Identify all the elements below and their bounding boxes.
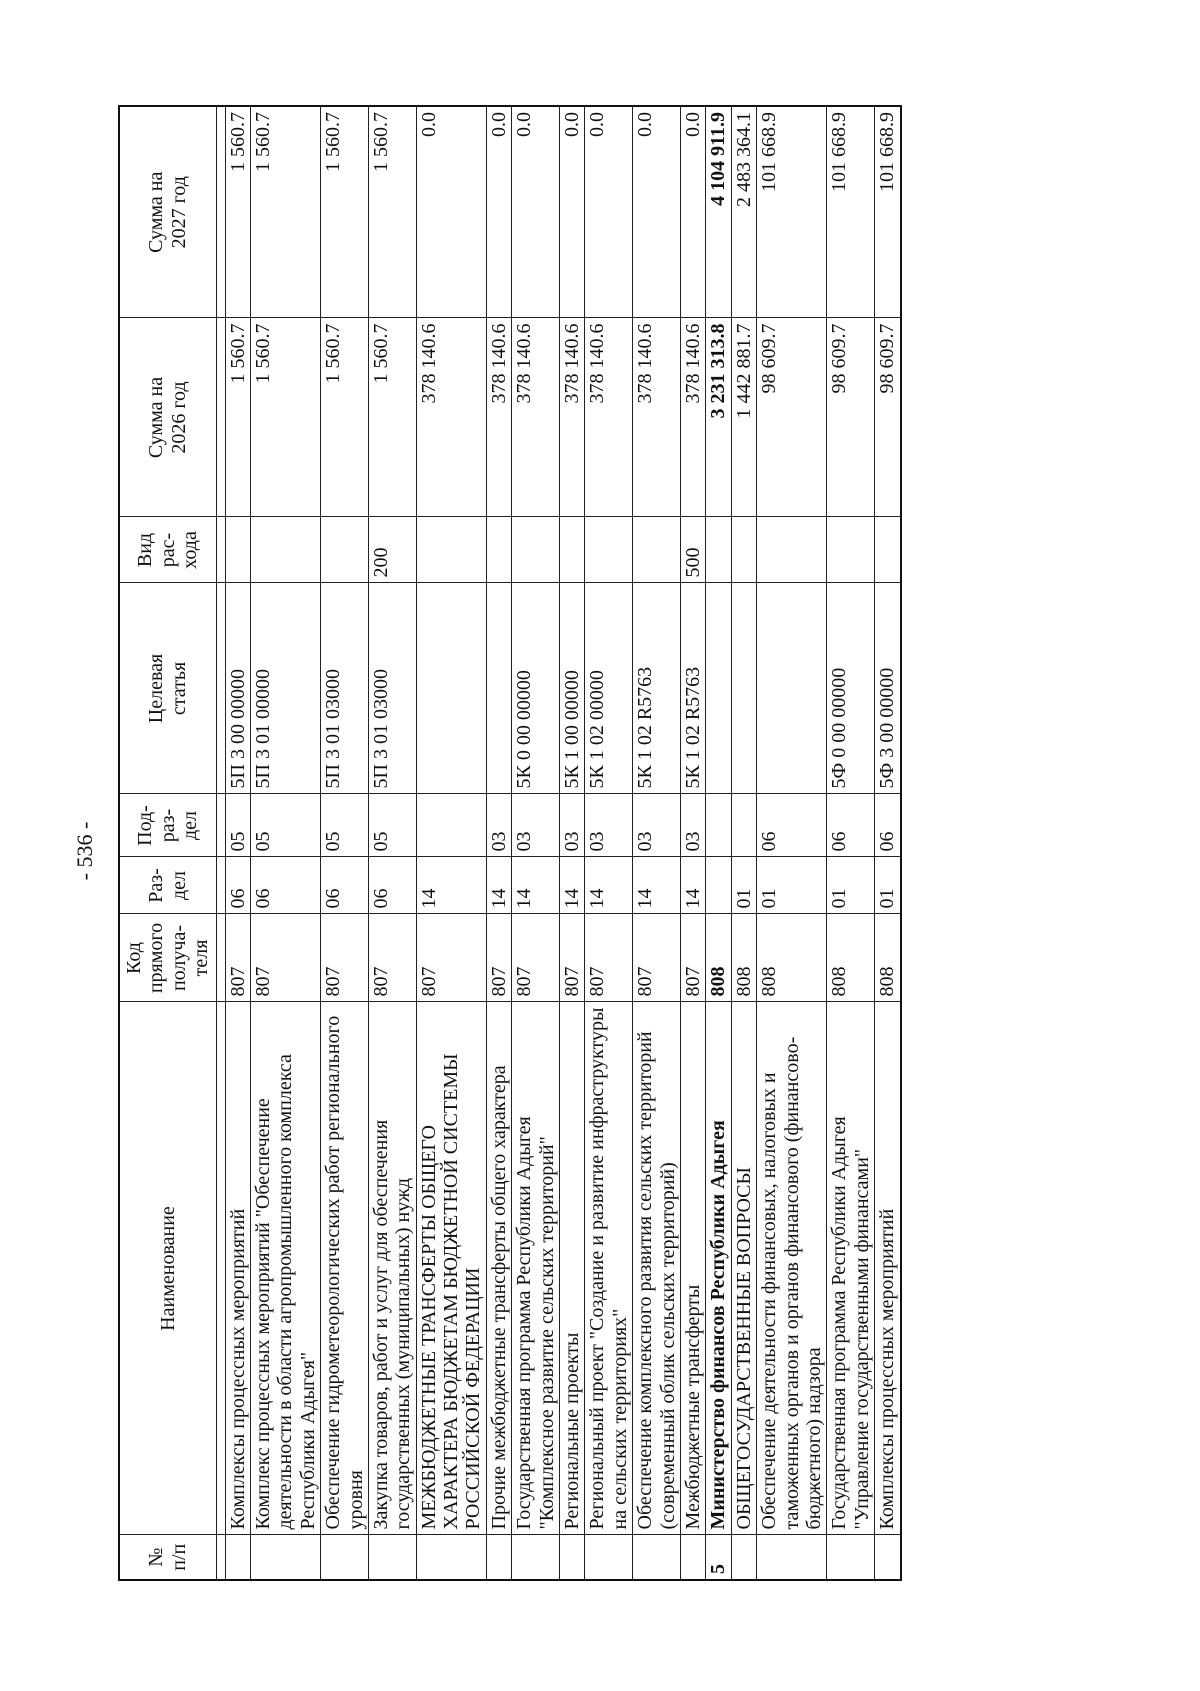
cell-section: 14 <box>486 857 511 914</box>
table-row <box>416 106 486 1580</box>
table-row <box>321 106 369 1580</box>
cell-recipient-code: 807 <box>321 914 369 1002</box>
cell-sum-2027: 1 560.7 <box>225 106 250 318</box>
cell-expense-type <box>706 517 731 583</box>
spacer-cell <box>216 914 225 1002</box>
spacer-cell <box>216 794 225 857</box>
cell-subsection <box>416 794 486 857</box>
cell-sum-2027: 0.0 <box>560 106 585 318</box>
cell-target-article: 5П 3 01 00000 <box>250 583 320 794</box>
spacer-cell <box>216 318 225 517</box>
table-row <box>680 106 705 1580</box>
cell-sum-2027: 0.0 <box>416 106 486 318</box>
cell-number <box>512 1535 560 1580</box>
cell-sum-2027: 101 668.9 <box>757 106 827 318</box>
cell-name: Министерство финансов Республики Адыгея <box>706 1002 731 1535</box>
header-recipient-label: Код прямого получа- теля <box>123 922 213 994</box>
table-header <box>119 106 216 1580</box>
cell-expense-type <box>633 517 681 583</box>
cell-name: Закупка товаров, работ и услуг для обеспечения государственных (муниципальных) нужд <box>368 1002 416 1535</box>
cell-name: Государственная программа Республики Адыгея "Комплексное развитие сельских территорий" <box>512 1002 560 1535</box>
cell-sum-2026: 1 560.7 <box>321 318 369 517</box>
cell-number <box>731 1535 756 1580</box>
cell-expense-type <box>585 517 633 583</box>
cell-recipient-code: 807 <box>633 914 681 1002</box>
cell-name: Обеспечение комплексного развития сельских территорий (современный облик сельских территорий) <box>633 1002 681 1535</box>
table-row <box>731 106 756 1580</box>
cell-subsection: 03 <box>633 794 681 857</box>
cell-sum-2026: 378 140.6 <box>585 318 633 517</box>
cell-sum-2027: 1 560.7 <box>321 106 369 318</box>
header-sum2027 <box>119 106 216 318</box>
cell-subsection: 03 <box>585 794 633 857</box>
cell-subsection: 06 <box>875 794 901 857</box>
cell-section: 14 <box>416 857 486 914</box>
cell-number <box>368 1535 416 1580</box>
cell-sum-2026: 378 140.6 <box>560 318 585 517</box>
cell-name: Прочие межбюджетные трансферты общего характера <box>486 1002 511 1535</box>
cell-subsection: 05 <box>225 794 250 857</box>
cell-recipient-code: 807 <box>486 914 511 1002</box>
cell-subsection: 03 <box>512 794 560 857</box>
cell-sum-2026: 3 231 313.8 <box>706 318 731 517</box>
table-row <box>757 106 827 1580</box>
header-recipient <box>119 914 216 1002</box>
cell-expense-type <box>731 517 756 583</box>
spacer-cell <box>216 1002 225 1535</box>
cell-number <box>416 1535 486 1580</box>
cell-expense-type <box>827 517 875 583</box>
cell-number <box>486 1535 511 1580</box>
cell-sum-2027: 2 483 364.1 <box>731 106 756 318</box>
header-name <box>119 1002 216 1535</box>
header-subsection <box>119 794 216 857</box>
cell-number <box>585 1535 633 1580</box>
cell-section: 06 <box>250 857 320 914</box>
cell-name: Обеспечение гидрометеорологических работ регионального уровня <box>321 1002 369 1535</box>
cell-target-article: 5К 0 00 00000 <box>512 583 560 794</box>
cell-section: 01 <box>827 857 875 914</box>
table-body <box>216 106 900 1580</box>
spacer-cell <box>216 106 225 318</box>
cell-section: 01 <box>757 857 827 914</box>
table-row <box>875 106 901 1580</box>
cell-name: Межбюджетные трансферты <box>680 1002 705 1535</box>
header-sum2027-label: Сумма на 2027 год <box>145 171 190 253</box>
cell-sum-2027: 101 668.9 <box>827 106 875 318</box>
cell-name: Государственная программа Республики Адыгея "Управление государственными финансами" <box>827 1002 875 1535</box>
table-row <box>512 106 560 1580</box>
cell-number <box>250 1535 320 1580</box>
header-name-label: Наименование <box>156 1206 179 1331</box>
cell-target-article <box>486 583 511 794</box>
cell-sum-2027: 4 104 911.9 <box>706 106 731 318</box>
cell-number <box>757 1535 827 1580</box>
header-expense-label: Вид рас- хода <box>134 531 201 569</box>
cell-recipient-code: 808 <box>827 914 875 1002</box>
cell-recipient-code: 807 <box>250 914 320 1002</box>
cell-sum-2026: 378 140.6 <box>486 318 511 517</box>
cell-target-article <box>731 583 756 794</box>
cell-recipient-code: 807 <box>680 914 705 1002</box>
table-row <box>706 106 731 1580</box>
cell-sum-2026: 378 140.6 <box>416 318 486 517</box>
cell-target-article: 5К 1 02 R5763 <box>633 583 681 794</box>
cell-subsection <box>706 794 731 857</box>
cell-name: Региональные проекты <box>560 1002 585 1535</box>
header-sum2026 <box>119 318 216 517</box>
cell-subsection: 05 <box>250 794 320 857</box>
cell-sum-2026: 98 609.7 <box>757 318 827 517</box>
cell-subsection: 06 <box>757 794 827 857</box>
cell-sum-2026: 1 560.7 <box>225 318 250 517</box>
cell-recipient-code: 807 <box>585 914 633 1002</box>
table-row <box>633 106 681 1580</box>
cell-number <box>225 1535 250 1580</box>
cell-target-article: 5П 3 00 00000 <box>225 583 250 794</box>
cell-name: Комплексы процессных мероприятий <box>875 1002 901 1535</box>
cell-sum-2027: 1 560.7 <box>250 106 320 318</box>
cell-section: 06 <box>225 857 250 914</box>
cell-expense-type <box>250 517 320 583</box>
header-section-label: Раз- дел <box>145 868 190 903</box>
cell-subsection: 05 <box>321 794 369 857</box>
table-row <box>827 106 875 1580</box>
cell-expense-type: 500 <box>680 517 705 583</box>
cell-target-article: 5К 1 02 R5763 <box>680 583 705 794</box>
table-row <box>585 106 633 1580</box>
cell-recipient-code: 808 <box>731 914 756 1002</box>
cell-sum-2027: 0.0 <box>585 106 633 318</box>
cell-sum-2026: 98 609.7 <box>875 318 901 517</box>
cell-recipient-code: 807 <box>225 914 250 1002</box>
cell-subsection: 05 <box>368 794 416 857</box>
cell-expense-type <box>225 517 250 583</box>
cell-expense-type <box>486 517 511 583</box>
cell-target-article: 5К 1 02 00000 <box>585 583 633 794</box>
cell-sum-2026: 378 140.6 <box>680 318 705 517</box>
header-section <box>119 857 216 914</box>
cell-number: 5 <box>706 1535 731 1580</box>
cell-target-article <box>757 583 827 794</box>
cell-target-article <box>706 583 731 794</box>
cell-subsection: 03 <box>560 794 585 857</box>
cell-name: МЕЖБЮДЖЕТНЫЕ ТРАНСФЕРТЫ ОБЩЕГО ХАРАКТЕРА БЮДЖЕТАМ БЮДЖЕТНОЙ СИСТЕМЫ РОССИЙСКОЙ ФЕДЕРАЦИИ <box>416 1002 486 1535</box>
cell-name: Комплекс процессных мероприятий "Обеспечение деятельности в области агропромышленного комплекса Республики Адыгея" <box>250 1002 320 1535</box>
cell-section: 14 <box>512 857 560 914</box>
spacer-cell <box>216 583 225 794</box>
cell-sum-2026: 378 140.6 <box>512 318 560 517</box>
cell-expense-type <box>512 517 560 583</box>
cell-name: Региональный проект "Создание и развитие инфраструктуры на сельских территориях" <box>585 1002 633 1535</box>
spacer-cell <box>216 1535 225 1580</box>
table-row <box>368 106 416 1580</box>
cell-expense-type <box>560 517 585 583</box>
cell-target-article: 5П 3 01 03000 <box>321 583 369 794</box>
table-row <box>225 106 250 1580</box>
cell-sum-2026: 378 140.6 <box>633 318 681 517</box>
spacer-cell <box>216 517 225 583</box>
cell-number <box>827 1535 875 1580</box>
table-row <box>250 106 320 1580</box>
cell-recipient-code: 808 <box>875 914 901 1002</box>
cell-target-article: 5П 3 01 03000 <box>368 583 416 794</box>
page-number: - 536 - <box>72 821 97 881</box>
cell-expense-type <box>757 517 827 583</box>
header-n-label: № п/п <box>145 1543 190 1571</box>
cell-sum-2027: 0.0 <box>680 106 705 318</box>
cell-recipient-code: 808 <box>706 914 731 1002</box>
cell-name: ОБЩЕГОСУДАРСТВЕННЫЕ ВОПРОСЫ <box>731 1002 756 1535</box>
cell-target-article: 5Ф 0 00 00000 <box>827 583 875 794</box>
header-n <box>119 1535 216 1580</box>
cell-section <box>706 857 731 914</box>
cell-expense-type <box>416 517 486 583</box>
budget-table <box>118 105 902 1581</box>
cell-sum-2026: 1 560.7 <box>368 318 416 517</box>
cell-recipient-code: 807 <box>512 914 560 1002</box>
spacer-row <box>216 106 225 1580</box>
cell-subsection: 03 <box>486 794 511 857</box>
cell-section: 14 <box>585 857 633 914</box>
cell-section: 06 <box>321 857 369 914</box>
cell-number <box>633 1535 681 1580</box>
cell-number <box>560 1535 585 1580</box>
header-sum2026-label: Сумма на 2026 год <box>145 376 190 459</box>
cell-name: Обеспечение деятельности финансовых, налоговых и таможенных органов и органов финансового (финансово-бюджетного) надзора <box>757 1002 827 1535</box>
header-target-label: Целевая статья <box>145 653 190 724</box>
table-row <box>560 106 585 1580</box>
cell-number <box>321 1535 369 1580</box>
table-row <box>486 106 511 1580</box>
cell-target-article: 5Ф 3 00 00000 <box>875 583 901 794</box>
header-expense <box>119 517 216 583</box>
cell-section: 14 <box>560 857 585 914</box>
cell-sum-2026: 1 442 881.7 <box>731 318 756 517</box>
cell-sum-2027: 0.0 <box>633 106 681 318</box>
header-target <box>119 583 216 794</box>
cell-sum-2026: 98 609.7 <box>827 318 875 517</box>
header-subsection-label: Под- раз- дел <box>134 805 201 846</box>
cell-sum-2027: 101 668.9 <box>875 106 901 318</box>
cell-expense-type <box>875 517 901 583</box>
cell-recipient-code: 807 <box>368 914 416 1002</box>
cell-recipient-code: 808 <box>757 914 827 1002</box>
cell-sum-2027: 0.0 <box>486 106 511 318</box>
cell-recipient-code: 807 <box>416 914 486 1002</box>
cell-sum-2027: 1 560.7 <box>368 106 416 318</box>
cell-sum-2027: 0.0 <box>512 106 560 318</box>
cell-expense-type <box>321 517 369 583</box>
cell-section: 14 <box>633 857 681 914</box>
cell-sum-2026: 1 560.7 <box>250 318 320 517</box>
cell-subsection <box>731 794 756 857</box>
cell-number <box>680 1535 705 1580</box>
spacer-cell <box>216 857 225 914</box>
cell-recipient-code: 807 <box>560 914 585 1002</box>
cell-section: 01 <box>731 857 756 914</box>
cell-target-article: 5К 1 00 00000 <box>560 583 585 794</box>
cell-name: Комплексы процессных мероприятий <box>225 1002 250 1535</box>
cell-section: 14 <box>680 857 705 914</box>
cell-target-article <box>416 583 486 794</box>
cell-subsection: 06 <box>827 794 875 857</box>
cell-number <box>875 1535 901 1580</box>
cell-expense-type: 200 <box>368 517 416 583</box>
cell-section: 01 <box>875 857 901 914</box>
cell-subsection: 03 <box>680 794 705 857</box>
cell-section: 06 <box>368 857 416 914</box>
